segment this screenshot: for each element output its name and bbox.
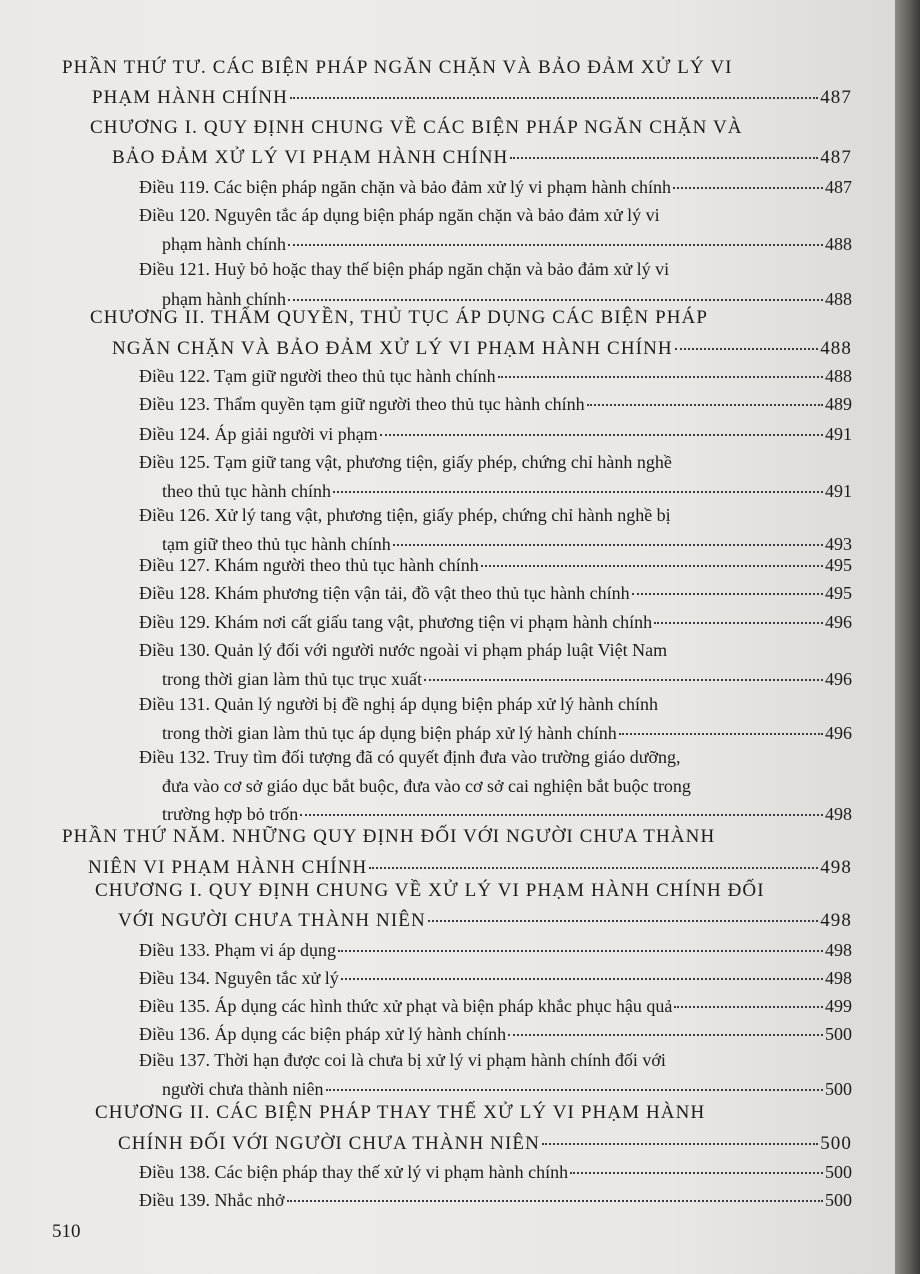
leader-dots: [498, 376, 823, 378]
toc-entry-line: [139, 424, 852, 445]
toc-entry-title: Điều 130. Quản lý đối với người nước ngoài vi phạm pháp luật Việt Nam: [139, 640, 668, 660]
leader-dots: [675, 348, 818, 350]
leader-dots: [674, 1006, 823, 1008]
toc-entry-line: [162, 481, 852, 502]
toc-entry-title: PHẠM HÀNH CHÍNH: [92, 87, 288, 108]
toc-page-number: 487: [820, 147, 852, 168]
toc-entry-title: CHƯƠNG I. QUY ĐỊNH CHUNG VỀ CÁC BIỆN PHÁP NGĂN CHẶN VÀ: [90, 117, 743, 138]
toc-entry-title: tạm giữ theo thủ tục hành chính: [162, 534, 391, 554]
leader-dots: [300, 814, 823, 816]
leader-dots: [290, 97, 818, 99]
toc-page-number: 498: [825, 804, 852, 824]
toc-entry-title: Điều 121. Huỷ bỏ hoặc thay thế biện pháp ngăn chặn và bảo đảm xử lý vi: [139, 259, 670, 279]
toc-entry-line: [92, 87, 852, 109]
toc-entry-line: [139, 996, 852, 1017]
toc-entry-title: Điều 134. Nguyên tắc xử lý: [139, 968, 339, 988]
toc-entry-line: [162, 1079, 852, 1100]
toc-entry-line: [162, 534, 852, 555]
toc-page-number: 500: [825, 1024, 852, 1044]
toc-entry-line: [139, 366, 852, 387]
leader-dots: [380, 434, 823, 436]
leader-dots: [570, 1172, 823, 1174]
toc-page-number: 498: [820, 910, 852, 931]
toc-entry-line: [112, 147, 852, 169]
leader-dots: [428, 920, 818, 922]
toc-entry-title: Điều 127. Khám người theo thủ tục hành chính: [139, 555, 479, 575]
toc-page-number: 498: [825, 940, 852, 960]
toc-entry-title: Điều 137. Thời hạn được coi là chưa bị xử lý vi phạm hành chính đối với: [139, 1050, 666, 1070]
toc-entry-line: [139, 177, 852, 198]
toc-entry-line: [139, 968, 852, 989]
toc-entry-title: đưa vào cơ sở giáo dục bắt buộc, đưa vào cơ sở cai nghiện bắt buộc trong: [162, 776, 691, 796]
leader-dots: [481, 565, 823, 567]
toc-page-number: 488: [825, 366, 852, 386]
leader-dots: [287, 1200, 824, 1202]
toc-page-number: 496: [825, 723, 852, 743]
toc-entry-line-continued: [62, 826, 715, 848]
toc-entry-title: trong thời gian làm thủ tục áp dụng biện pháp xử lý hành chính: [162, 723, 617, 743]
toc-entry-title: Điều 128. Khám phương tiện vận tải, đồ vật theo thủ tục hành chính: [139, 583, 630, 603]
toc-entry-line: [139, 555, 852, 576]
toc-entry-line-continued: [90, 307, 708, 329]
toc-page-number: 495: [825, 555, 852, 575]
toc-page-number: 488: [825, 289, 852, 309]
toc-entry-line: [139, 1024, 852, 1045]
toc-entry-title: Điều 120. Nguyên tắc áp dụng biện pháp ngăn chặn và bảo đảm xử lý vi: [139, 205, 660, 225]
toc-page-number: 488: [825, 234, 852, 254]
leader-dots: [542, 1143, 818, 1145]
toc-entry-title: CHƯƠNG II. THẨM QUYỀN, THỦ TỤC ÁP DỤNG CÁC BIỆN PHÁP: [90, 307, 709, 328]
toc-entry-line-continued: [139, 505, 671, 526]
leader-dots: [632, 593, 823, 595]
toc-page-number: 500: [820, 1133, 852, 1154]
toc-entry-title: Điều 124. Áp giải người vi phạm: [139, 424, 378, 444]
toc-entry-title: PHẦN THỨ TƯ. CÁC BIỆN PHÁP NGĂN CHẶN VÀ BẢO ĐẢM XỬ LÝ VI: [62, 57, 733, 78]
toc-entry-line-continued: [139, 259, 669, 280]
toc-entry-title: CHƯƠNG I. QUY ĐỊNH CHUNG VỀ XỬ LÝ VI PHẠM HÀNH CHÍNH ĐỐI: [95, 880, 765, 901]
toc-page-number: 496: [825, 669, 852, 689]
leader-dots: [508, 1034, 823, 1036]
toc-entry-title: CHƯƠNG II. CÁC BIỆN PHÁP THAY THẾ XỬ LÝ VI PHẠM HÀNH: [95, 1102, 706, 1123]
toc-page-number: 487: [825, 177, 852, 197]
leader-dots: [393, 544, 823, 546]
toc-page-number: 489: [825, 394, 852, 414]
leader-dots: [338, 950, 823, 952]
toc-page-number: 488: [820, 338, 852, 359]
toc-entry-title: BẢO ĐẢM XỬ LÝ VI PHẠM HÀNH CHÍNH: [112, 147, 509, 168]
leader-dots: [673, 187, 823, 189]
toc-entry-line: [118, 910, 852, 932]
toc-entry-line: [162, 804, 852, 825]
toc-page-number: 495: [825, 583, 852, 603]
toc-entry-title: NGĂN CHẶN VÀ BẢO ĐẢM XỬ LÝ VI PHẠM HÀNH CHÍNH: [112, 338, 673, 359]
toc-entry-line-continued: [95, 1102, 705, 1124]
toc-entry-line-continued: [139, 452, 672, 473]
toc-entry-line-continued: [95, 880, 765, 902]
leader-dots: [341, 978, 823, 980]
toc-entry-line-continued: [139, 1050, 666, 1071]
toc-entry-title: Điều 126. Xử lý tang vật, phương tiện, giấy phép, chứng chỉ hành nghề bị: [139, 505, 671, 525]
toc-entry-line: [112, 338, 852, 360]
toc-page-number: 496: [825, 612, 852, 632]
toc-entry-line-continued: [62, 57, 733, 79]
toc-entry-title: Điều 123. Thẩm quyền tạm giữ người theo thủ tục hành chính: [139, 394, 585, 414]
leader-dots: [424, 679, 823, 681]
toc-page-number: 500: [825, 1079, 852, 1099]
toc-page-number: 500: [825, 1162, 852, 1182]
toc-entry-line-continued: [90, 117, 743, 139]
toc-entry-title: CHÍNH ĐỐI VỚI NGƯỜI CHƯA THÀNH NIÊN: [118, 1133, 540, 1154]
toc-entry-line: [118, 1133, 852, 1155]
leader-dots: [288, 299, 823, 301]
toc-page-number: 491: [825, 481, 852, 501]
toc-entry-line: [88, 857, 852, 879]
book-spine-shadow: [895, 0, 920, 1274]
toc-page-number: 499: [825, 996, 852, 1016]
toc-entry-title: trường hợp bỏ trốn: [162, 804, 299, 824]
toc-entry-title: VỚI NGƯỜI CHƯA THÀNH NIÊN: [118, 910, 426, 931]
toc-page-number: 491: [825, 424, 852, 444]
toc-page-number: 498: [820, 857, 852, 878]
toc-entry-line: [139, 1162, 852, 1183]
leader-dots: [326, 1089, 824, 1091]
toc-entry-line-continued: [139, 694, 658, 715]
toc-entry-title: Điều 129. Khám nơi cất giấu tang vật, phương tiện vi phạm hành chính: [139, 612, 653, 632]
toc-entry-line-continued: [139, 747, 681, 768]
leader-dots: [587, 404, 823, 406]
toc-entry-title: Điều 135. Áp dụng các hình thức xử phạt và biện pháp khắc phục hậu quả: [139, 996, 673, 1016]
toc-entry-title: Điều 139. Nhắc nhở: [139, 1190, 285, 1210]
toc-entry-title: Điều 133. Phạm vi áp dụng: [139, 940, 336, 960]
toc-entry-line: [162, 234, 852, 255]
leader-dots: [510, 157, 818, 159]
toc-entry-line-continued: [139, 640, 667, 661]
page-number: 510: [52, 1221, 81, 1242]
toc-entry-line: [139, 583, 852, 604]
toc-entry-title: người chưa thành niên: [162, 1079, 324, 1099]
toc-entry-line: [139, 612, 852, 633]
toc-page-number: 498: [825, 968, 852, 988]
leader-dots: [288, 244, 823, 246]
toc-entry-line: [139, 940, 852, 961]
toc-page-number: 493: [825, 534, 852, 554]
leader-dots: [369, 867, 818, 869]
toc-entry-line: [162, 723, 852, 744]
toc-entry-title: theo thủ tục hành chính: [162, 481, 331, 501]
toc-entry-title: Điều 119. Các biện pháp ngăn chặn và bảo đảm xử lý vi phạm hành chính: [139, 177, 671, 197]
toc-entry-line: [162, 669, 852, 690]
toc-entry-title: Điều 125. Tạm giữ tang vật, phương tiện, giấy phép, chứng chỉ hành nghề: [139, 452, 672, 472]
toc-entry-line-continued: [139, 205, 660, 226]
leader-dots: [333, 491, 823, 493]
toc-entry-title: Điều 132. Truy tìm đối tượng đã có quyết định đưa vào trường giáo dưỡng,: [139, 747, 681, 767]
toc-entry-title: Điều 122. Tạm giữ người theo thủ tục hành chính: [139, 366, 496, 386]
toc-entry-line: [139, 1190, 852, 1211]
leader-dots: [619, 733, 823, 735]
toc-entry-title: Điều 136. Áp dụng các biện pháp xử lý hành chính: [139, 1024, 507, 1044]
leader-dots: [654, 622, 823, 624]
toc-entry-title: Điều 138. Các biện pháp thay thế xử lý vi phạm hành chính: [139, 1162, 569, 1182]
toc-entry-title: PHẦN THỨ NĂM. NHỮNG QUY ĐỊNH ĐỐI VỚI NGƯỜI CHƯA THÀNH: [62, 826, 716, 847]
toc-entry-title: NIÊN VI PHẠM HÀNH CHÍNH: [88, 857, 368, 878]
toc-entry-line-continued: [162, 776, 691, 797]
toc-entry-title: trong thời gian làm thủ tục trục xuất: [162, 669, 422, 689]
toc-entry-title: Điều 131. Quản lý người bị đề nghị áp dụng biện pháp xử lý hành chính: [139, 694, 658, 714]
toc-entry-line: [139, 394, 852, 415]
toc-page-number: 500: [825, 1190, 852, 1210]
toc-entry-title: phạm hành chính: [162, 234, 286, 254]
toc-page-number: 487: [820, 87, 852, 108]
toc-entry-title: phạm hành chính: [162, 289, 286, 309]
